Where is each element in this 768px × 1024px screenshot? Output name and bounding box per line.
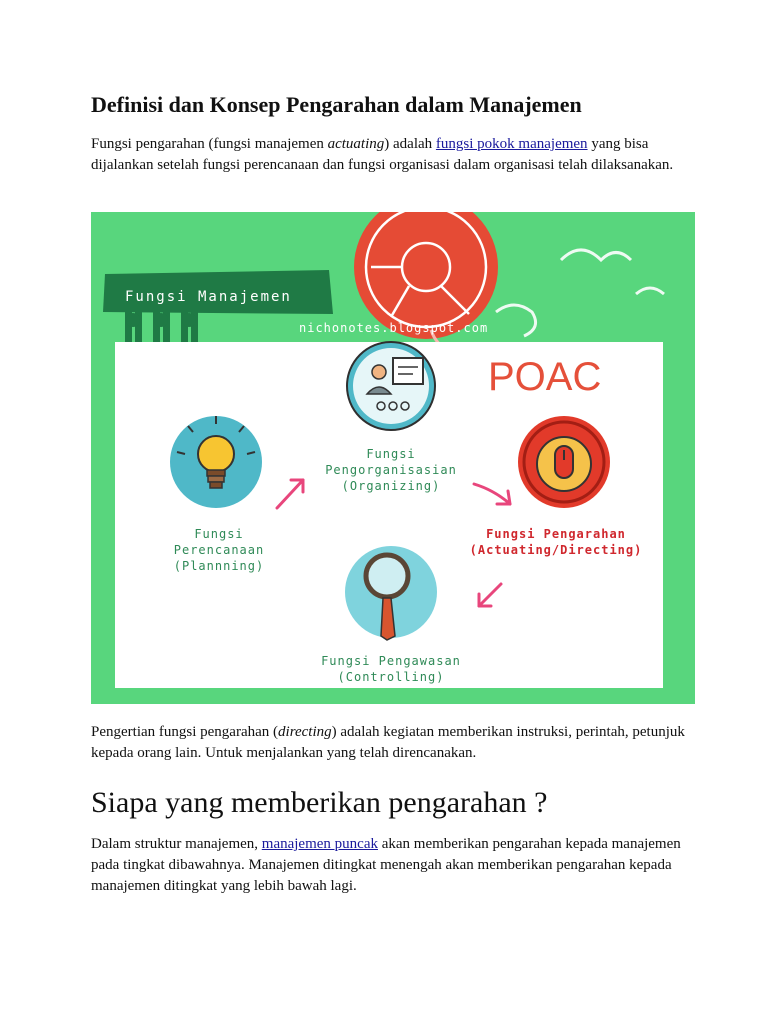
organizing-label-1: Fungsi — [366, 447, 416, 461]
organizing-label-3: (Organizing) — [341, 479, 441, 493]
directing-definition-paragraph: Pengertian fungsi pengarahan (directing) adalah kegiatan memberikan instruksi, perintah, petunjuk kepada orang lain. Untuk menjalankan yang telah direncanakan. — [91, 724, 685, 761]
presentation-icon — [347, 342, 435, 430]
poac-infographic — [91, 212, 695, 704]
planning-label-2: Perencanaan — [173, 543, 265, 557]
organizing-label-2: Pengorganisasian — [325, 463, 457, 477]
blog-watermark: nichonotes.blogspot.com — [299, 321, 489, 335]
section-heading: Siapa yang memberikan pengarahan ? — [91, 786, 548, 819]
controlling-label-2: (Controlling) — [337, 670, 445, 684]
fungsi-pokok-manajemen-link[interactable]: fungsi pokok manajemen — [435, 136, 588, 152]
planning-label-3: (Plannning) — [173, 559, 265, 573]
manajemen-puncak-link[interactable]: manajemen puncak — [261, 836, 378, 852]
planning-label-1: Fungsi — [194, 527, 244, 541]
lightbulb-icon — [170, 416, 262, 508]
banner-title: Fungsi Manajemen — [125, 289, 292, 305]
poac-label: POAC — [488, 355, 602, 399]
page-title: Definisi dan Konsep Pengarahan dalam Manajemen — [91, 92, 582, 117]
management-structure-paragraph: Dalam struktur manajemen, manajemen puncak akan memberikan pengarahan kepada manajemen pada tingkat dibawahnya. Manajemen ditingkat menengah akan memberikan pengarahan kepada manajemen ditingkat yang lebih bawah lagi. — [91, 836, 681, 894]
actuating-label-2: (Actuating/Directing) — [469, 543, 643, 557]
controlling-label-1: Fungsi Pengawasan — [321, 654, 461, 668]
mouse-icon — [518, 416, 610, 508]
intro-paragraph: Fungsi pengarahan (fungsi manajemen actuating) adalah fungsi pokok manajemen yang bisa dijalankan setelah fungsi perencanaan dan fungsi organisasi dalam organisasi telah dilaksanakan. — [91, 136, 674, 173]
actuating-label-1: Fungsi Pengarahan — [486, 527, 626, 541]
